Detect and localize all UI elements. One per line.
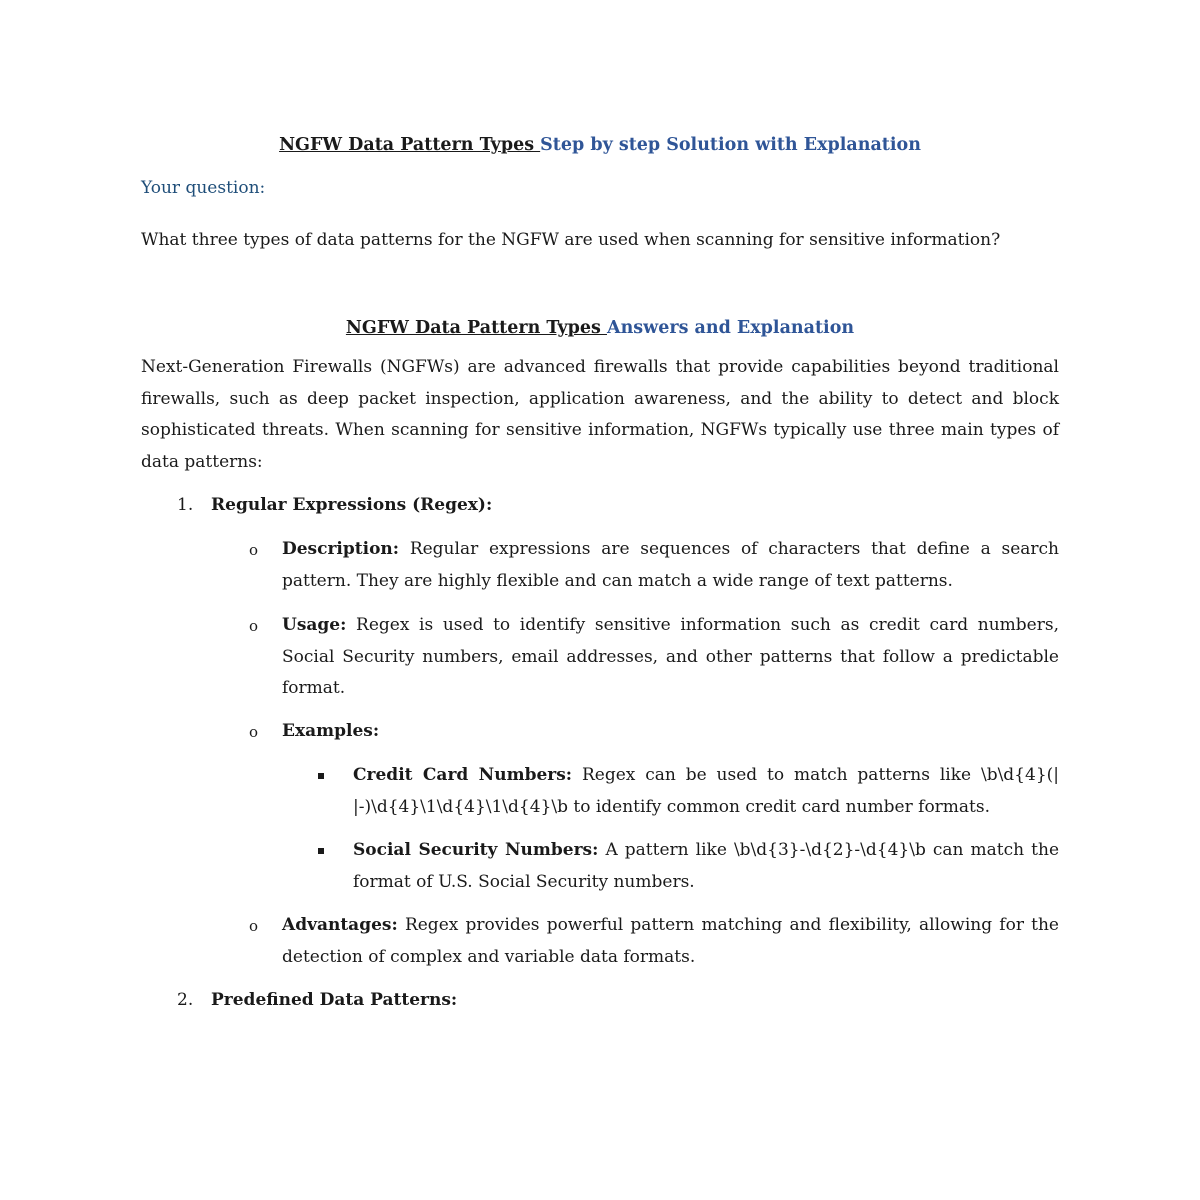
- intro-paragraph: Next-Generation Firewalls (NGFWs) are advanced firewalls that provide capabilities beyond traditional firewalls, such as deep packet inspection, application awareness, and the ability to detect and block sophisticated threats. When scanning for sensitive information, NGFWs typically use three main types of data patterns:: [141, 357, 1059, 472]
- answer-title-underlined-part: NGFW Data Pattern Types: [345, 318, 607, 338]
- list-item-1-heading: [211, 490, 1059, 522]
- examples-item: [282, 716, 1059, 748]
- question-text: What three types of data patterns for the NGFW are used when scanning for sensitive information?: [141, 230, 1001, 250]
- description-item: [282, 534, 1059, 597]
- advantages-label: Advantages:: [282, 915, 398, 935]
- answer-title-accent-part: Answers and Explanation: [607, 318, 855, 338]
- credit-card-label: Credit Card Numbers:: [353, 765, 573, 785]
- credit-card-text: Regex can be used to match patterns like \b\d{4}(| |-)\d{4}\1\d{4}\1\d{4}\b to identify common credit card number formats.: [353, 765, 1059, 817]
- advantages-item: [282, 910, 1059, 973]
- square-bullet-icon: [318, 773, 324, 779]
- title-accent-part: Step by step Solution with Explanation: [540, 135, 921, 155]
- usage-label: Usage:: [282, 615, 347, 635]
- examples-label: Examples:: [282, 721, 380, 741]
- list-item-2-heading: [211, 985, 1059, 1017]
- ssn-label: Social Security Numbers:: [353, 840, 599, 860]
- description-text: Regular expressions are sequences of characters that define a search pattern. They are highly flexible and can match a wide range of text patterns.: [282, 539, 1059, 591]
- square-bullet-icon: [318, 848, 324, 854]
- page-title: [141, 135, 1059, 155]
- usage-text: Regex is used to identify sensitive information such as credit card numbers, Social Security numbers, email addresses, and other patterns that follow a predictable format.: [282, 615, 1059, 698]
- question-label: Your question:: [141, 178, 266, 198]
- bullet-circle-icon: o: [249, 723, 259, 741]
- ssn-example: [353, 835, 1059, 898]
- list-number-1: 1.: [177, 495, 194, 515]
- predefined-heading: Predefined Data Patterns:: [211, 990, 458, 1010]
- answer-title: [141, 318, 1059, 338]
- ssn-text: A pattern like \b\d{3}-\d{2}-\d{4}\b can match the format of U.S. Social Security numbers.: [353, 840, 1059, 892]
- bullet-circle-icon: o: [249, 917, 259, 935]
- regex-heading: Regular Expressions (Regex):: [211, 495, 493, 515]
- credit-card-example: [353, 760, 1059, 823]
- title-underlined-part: NGFW Data Pattern Types: [279, 135, 541, 155]
- usage-item: [282, 610, 1059, 705]
- list-number-2: 2.: [177, 990, 194, 1010]
- advantages-text: Regex provides powerful pattern matching and flexibility, allowing for the detection of complex and variable data formats.: [282, 915, 1059, 967]
- bullet-circle-icon: o: [249, 541, 259, 559]
- bullet-circle-icon: o: [249, 617, 259, 635]
- description-label: Description:: [282, 539, 400, 559]
